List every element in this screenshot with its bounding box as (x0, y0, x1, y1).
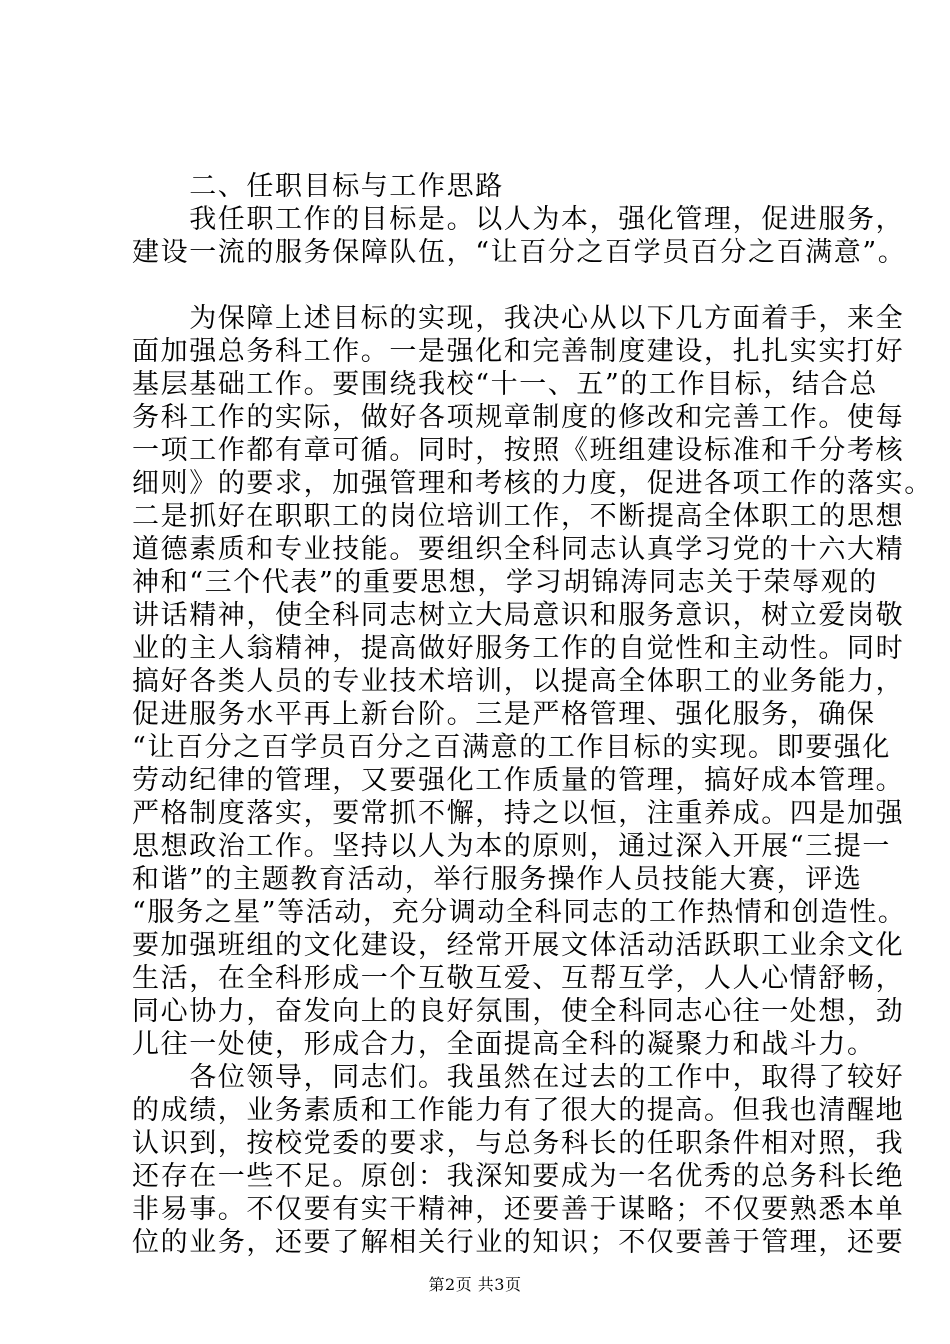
paragraph (132, 170, 852, 203)
text-line: 二是抓好在职职工的岗位培训工作，不断提高全体职工的思想 (132, 501, 905, 532)
text-line: 思想政治工作。坚持以人为本的原则，通过深入开展“三提一 (132, 831, 892, 862)
text-line: 面加强总务科工作。一是强化和完善制度建设，扎扎实实打好 (132, 336, 905, 367)
text-line: 各位领导，同志们。我虽然在过去的工作中，取得了较好 (132, 1062, 905, 1093)
text-line: “服务之星”等活动，充分调动全科同志的工作热情和创造性。 (132, 897, 907, 928)
text-line: 建设一流的服务保障队伍，“让百分之百学员百分之百满意”。 (132, 237, 907, 268)
text-line: 我任职工作的目标是。以人为本，强化管理，促进服务， (132, 204, 905, 235)
text-line: 业的主人翁精神，提高做好服务工作的自觉性和主动性。同时 (132, 633, 905, 664)
text-line: 二、任职目标与工作思路 (132, 171, 504, 202)
text-line: 非易事。不仅要有实干精神，还要善于谋略；不仅要熟悉本单 (132, 1194, 905, 1225)
text-line: 搞好各类人员的专业技术培训，以提高全体职工的业务能力， (132, 666, 905, 697)
text-line: 同心协力，奋发向上的良好氛围，使全科同志心往一处想，劲 (132, 996, 905, 1027)
text-line: 一项工作都有章可循。同时，按照《班组建设标准和千分考核 (132, 435, 905, 466)
page-number-footer: 第2页 共3页 (428, 1275, 522, 1294)
text-line: 道德素质和专业技能。要组织全科同志认真学习党的十六大精 (132, 534, 905, 565)
text-line: 为保障上述目标的实现，我决心从以下几方面着手，来全 (132, 303, 905, 334)
text-line: 位的业务，还要了解相关行业的知识；不仅要善于管理，还要 (132, 1227, 905, 1258)
text-line: 的成绩，业务素质和工作能力有了很大的提高。但我也清醒地 (132, 1095, 905, 1126)
text-line: 认识到，按校党委的要求，与总务科长的任职条件相对照，我 (132, 1128, 905, 1159)
paragraph (132, 1061, 905, 1259)
text-line: 儿往一处使，形成合力，全面提高全科的凝聚力和战斗力。 (132, 1029, 876, 1060)
text-line: 细则》的要求，加强管理和考核的力度，促进各项工作的落实。 (132, 468, 933, 499)
text-line: 务科工作的实际，做好各项规章制度的修改和完善工作。使每 (132, 402, 905, 433)
text-line: 和谐”的主题教育活动，举行服务操作人员技能大赛，评选 (132, 864, 863, 895)
text-line: 促进服务水平再上新台阶。三是严格管理、强化服务，确保 (132, 699, 876, 730)
paragraph (132, 203, 907, 269)
text-line: 要加强班组的文化建设，经常开展文体活动活跃职工业余文化 (132, 930, 905, 961)
text-line: 劳动纪律的管理，又要强化工作质量的管理，搞好成本管理。 (132, 765, 905, 796)
text-line: 还存在一些不足。原创：我深知要成为一名优秀的总务科长绝 (132, 1161, 905, 1192)
text-line: 讲话精神，使全科同志树立大局意识和服务意识，树立爱岗敬 (132, 600, 905, 631)
text-line: 严格制度落实，要常抓不懈，持之以恒，注重养成。四是加强 (132, 798, 905, 829)
text-line: 生活，在全科形成一个互敬互爱、互帮互学，人人心情舒畅， (132, 963, 905, 994)
document-body (132, 170, 933, 1259)
text-line: “让百分之百学员百分之百满意的工作目标的实现。即要强化 (132, 732, 892, 763)
paragraph (132, 302, 933, 1061)
text-line: 神和“三个代表”的重要思想，学习胡锦涛同志关于荣辱观的 (132, 567, 878, 598)
text-line: 基层基础工作。要围绕我校“十一、五”的工作目标，结合总 (132, 369, 878, 400)
